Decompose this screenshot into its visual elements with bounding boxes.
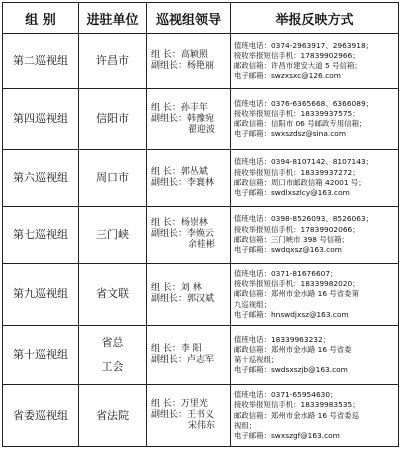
unit-cell [79,34,147,89]
unit-line: 省总 [101,336,124,350]
leader-line: 组 长：孙丰年 [151,102,208,113]
leader-line: 组 长：李 阳 [151,344,202,355]
contact-cell [231,89,399,150]
contact-line: 值班电话：0376-6365668、6366089； [234,98,374,108]
leader-line: 宋伟东 [188,421,216,432]
contact-line: 接收举报短信手机：18339982020； [234,279,360,289]
leader-line: 组 长：刘 林 [151,283,202,294]
unit-line: 周口市 [96,170,129,184]
group-cell: 第六巡视组 [3,150,79,207]
contact-line: 视组； [234,420,257,430]
header-group: 组 别 [3,3,79,34]
contact-line: 邮政信箱：郑州市金水路 16 号省委 [234,344,352,354]
contact-line: 接收举报短信手机：18339937575； [234,109,360,119]
contact-line: 值班电话：0371-65954630； [234,390,338,400]
group-cell: 第十巡视组 [3,325,79,385]
table-row [3,150,399,207]
unit-cell [79,264,147,326]
table-row [3,89,399,150]
unit-cell [79,325,147,385]
header-contact: 举报反映方式 [231,3,399,34]
unit-line: 许昌市 [96,54,129,68]
contact-line: 值班电话：0394-8107142、8107143； [234,157,374,167]
leader-line: 副组长：李焕云 [151,229,215,240]
table-row [3,325,399,385]
leader-line: 翟迎波 [188,124,216,135]
contact-line: 电子邮箱：swxszdsz@sina.com [234,129,347,139]
leader-line: 副组长：郭汉斌 [151,294,215,305]
contact-cell [231,150,399,207]
contact-line: 接收举报短信手机：18339937272； [234,167,360,177]
contact-line: 邮政信箱：三门峡市 398 号信箱； [234,234,349,244]
contact-line: 电子邮箱：swdqxsz@163.com [234,245,342,255]
contact-line: 值班电话：0398-8526093、8526063； [234,214,374,224]
leader-line: 副组长：李寰林 [151,177,215,188]
contact-line: 邮政信箱：周口市邮政信箱 42001 号； [234,177,366,187]
unit-line: 省文联 [96,287,129,301]
table-row [3,385,399,447]
table-row [3,264,399,326]
table-row [3,34,399,89]
contact-cell [231,264,399,326]
contact-line: 接收举报短信手机：17839902966； [234,51,360,61]
contact-line: 接收举报短信手机：18339983535； [234,400,360,410]
contact-line: 值班电话：0374-2963917、2963918； [234,40,374,50]
contact-cell [231,325,399,385]
leader-line: 副组长：卢志军 [151,355,215,366]
table-body [3,34,399,447]
group-cell: 省委巡视组 [3,385,79,447]
contact-line: 第十巡视组； [234,355,279,365]
leaders-cell [147,385,231,447]
leaders-cell [147,150,231,207]
contact-cell [231,385,399,447]
leader-line: 组 长：万里光 [151,399,208,410]
header-row [3,3,399,34]
leader-line: 副组长：杨艳丽 [151,61,215,72]
leader-line: 副组长：王书义 [151,410,215,421]
contact-line: 电子邮箱：swxszgf@163.com [234,430,340,440]
table-row [3,206,399,264]
contact-line: 电子邮箱：swdsxszjb@163.com [234,365,348,375]
contact-line: 值班电话：18339963232； [234,334,331,344]
contact-line: 邮政信箱：郑州市金水路 16 号省委第 [234,289,359,299]
contact-line: 电子邮箱：hnswdjxsz@163.com [234,309,349,319]
header-unit: 进驻单位 [79,3,147,34]
inspection-groups-table [2,2,399,447]
contact-line: 电子邮箱：swzxsxc@126.com [234,71,341,81]
group-cell: 第七巡视组 [3,206,79,264]
leader-line: 余桂彬 [188,240,216,251]
contact-line: 邮政信箱：信阳市 06 号邮政专用信箱； [234,119,367,129]
header-leaders: 巡视组领导 [147,3,231,34]
leader-line: 副组长：韩豫宛 [151,113,215,124]
unit-cell [79,385,147,447]
contact-cell [231,34,399,89]
unit-line: 三门峡 [96,227,129,241]
contact-line: 邮政信箱：郑州市金水路 16 号省委巡 [234,410,359,420]
leaders-cell [147,34,231,89]
unit-cell [79,89,147,150]
unit-line: 省法院 [96,408,129,422]
unit-line: 信阳市 [96,112,129,126]
unit-line: 工会 [101,360,124,374]
unit-cell [79,150,147,207]
group-cell: 第九巡视组 [3,264,79,326]
contact-line: 电子邮箱：swdlxszlcy@163.com [234,188,350,198]
leaders-cell [147,206,231,264]
group-cell: 第四巡视组 [3,89,79,150]
contact-line: 值班电话：0371-81676607； [234,268,338,278]
contact-cell [231,206,399,264]
unit-cell [79,206,147,264]
group-cell: 第二巡视组 [3,34,79,89]
leader-line: 组 长：高颖照 [151,50,208,61]
leader-line: 组 长：郭丛斌 [151,166,208,177]
leaders-cell [147,89,231,150]
contact-line: 九巡视组； [234,299,271,309]
leaders-cell [147,325,231,385]
contact-line: 邮政信箱：许昌市建安大道 5 号信箱； [234,61,362,71]
contact-line: 接收举报短信手机：17839902066； [234,224,360,234]
leaders-cell [147,264,231,326]
leader-line: 组 长：杨崇林 [151,218,208,229]
